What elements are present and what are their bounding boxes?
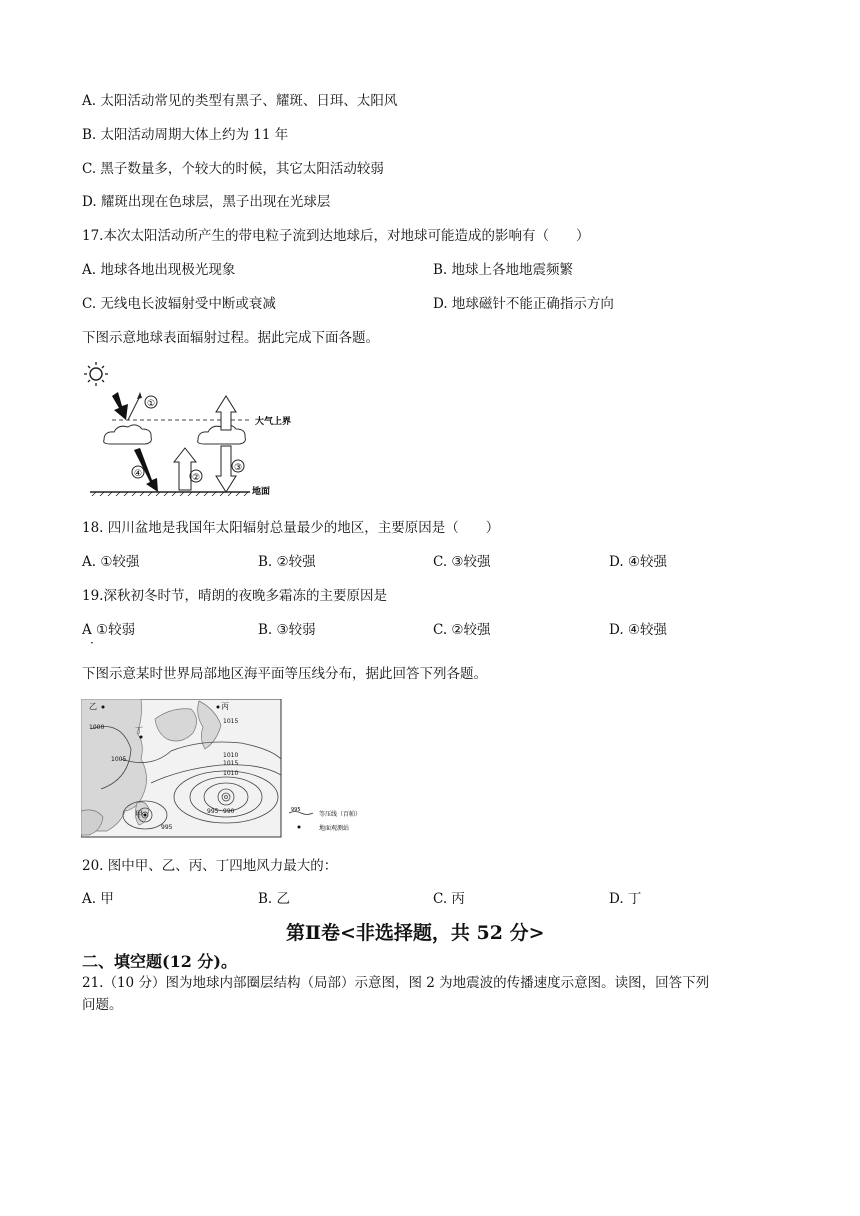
isobar-1000: 1000 — [89, 724, 105, 731]
q17-option-b: B. 地球上各地地震频繁 — [433, 262, 574, 278]
q16-option-a: A. 太阳活动常见的类型有黑子、耀斑、日珥、太阳风 — [82, 93, 398, 109]
section2-title: 二、填空题(12 分)。 — [82, 952, 237, 971]
q17-option-a: A. 地球各地出现极光现象 — [82, 262, 236, 278]
label-n1: ① — [146, 399, 156, 409]
svg-text:995: 995 — [291, 807, 301, 813]
place-yi: 乙 — [89, 702, 97, 711]
label-n2: ② — [191, 473, 201, 483]
isobar-995: 995 — [207, 808, 219, 815]
q20-option-d: D. 丁 — [609, 891, 642, 907]
q19-option-a: A ①较弱 — [82, 622, 136, 638]
isobar-1015a: 1015 — [223, 718, 239, 725]
q16-option-c: C. 黑子数量多，个较大的时候，其它太阳活动较弱 — [82, 161, 384, 177]
q16-option-b: B. 太阳活动周期大体上约为 11 年 — [82, 127, 289, 143]
q17-option-c: C. 无线电长波辐射受中断或衰减 — [82, 296, 276, 312]
isobar-990: 990 — [223, 808, 235, 815]
place-ding: 丁 — [135, 726, 143, 735]
q21-line1: 21.（10 分）图为地球内部圈层结构（局部）示意图，图 2 为地震波的传播速度示意图。读图，回答下列 — [82, 975, 710, 991]
q20-stem: 20. 图中甲、乙、丙、丁四地风力最大的： — [82, 858, 338, 874]
place-jia: 甲 — [135, 810, 143, 819]
isobar-1010a: 1010 — [223, 752, 239, 759]
radiation-diagram — [82, 360, 322, 500]
q20-option-c: C. 丙 — [433, 891, 465, 907]
q20-option-a: A. 甲 — [82, 891, 114, 907]
isobar-1005: 1005 — [111, 756, 127, 763]
q19-option-d: D. ④较强 — [609, 622, 668, 638]
q19-option-c: C. ②较强 — [433, 622, 491, 638]
isobar-1010b: 1010 — [223, 770, 239, 777]
q17-stem: 17.本次太阳活动所产生的带电粒子流到达地球后，对地球可能造成的影响有（ ） — [82, 228, 590, 244]
q18-option-a: A. ①较强 — [82, 554, 140, 570]
q16-option-d: D. 耀斑出现在色球层，黑子出现在光球层 — [82, 194, 331, 210]
q17-option-d: D. 地球磁针不能正确指示方向 — [433, 296, 614, 312]
isobar-995b: 995 — [161, 824, 173, 831]
q20-option-b: B. 乙 — [258, 891, 291, 907]
legend-isobar: 等压线（百帕） — [319, 811, 362, 818]
q19-stem: 19.深秋初冬时节，晴朗的夜晚多霜冻的主要原因是 — [82, 588, 387, 604]
label-n4: ④ — [133, 469, 143, 479]
isobar-1015b: 1015 — [223, 760, 239, 767]
q19-option-a-dot: · — [90, 636, 94, 650]
sun-icon — [84, 362, 108, 386]
q18-option-d: D. ④较强 — [609, 554, 668, 570]
q18-stem: 18. 四川盆地是我国年太阳辐射总量最少的地区，主要原因是（ ） — [82, 520, 500, 536]
part2-title: 第Ⅱ卷<非选择题，共 52 分> — [286, 922, 545, 944]
atmosphere-top-label: 大气上界 — [255, 417, 292, 427]
q21-line2: 问题。 — [82, 997, 123, 1013]
legend-station: 地面观测站 — [319, 825, 350, 832]
place-bing: 丙 — [221, 702, 229, 711]
ground-label: 地面 — [252, 487, 271, 497]
label-n3: ③ — [233, 463, 243, 473]
q18-option-c: C. ③较强 — [433, 554, 491, 570]
intro-radiation: 下图示意地球表面辐射过程。据此完成下面各题。 — [82, 330, 379, 346]
q18-option-b: B. ②较强 — [258, 554, 316, 570]
isobar-map — [81, 699, 381, 839]
q19-option-b: B. ③较弱 — [258, 622, 316, 638]
intro-pressure: 下图示意某时世界局部地区海平面等压线分布，据此回答下列各题。 — [82, 666, 487, 682]
